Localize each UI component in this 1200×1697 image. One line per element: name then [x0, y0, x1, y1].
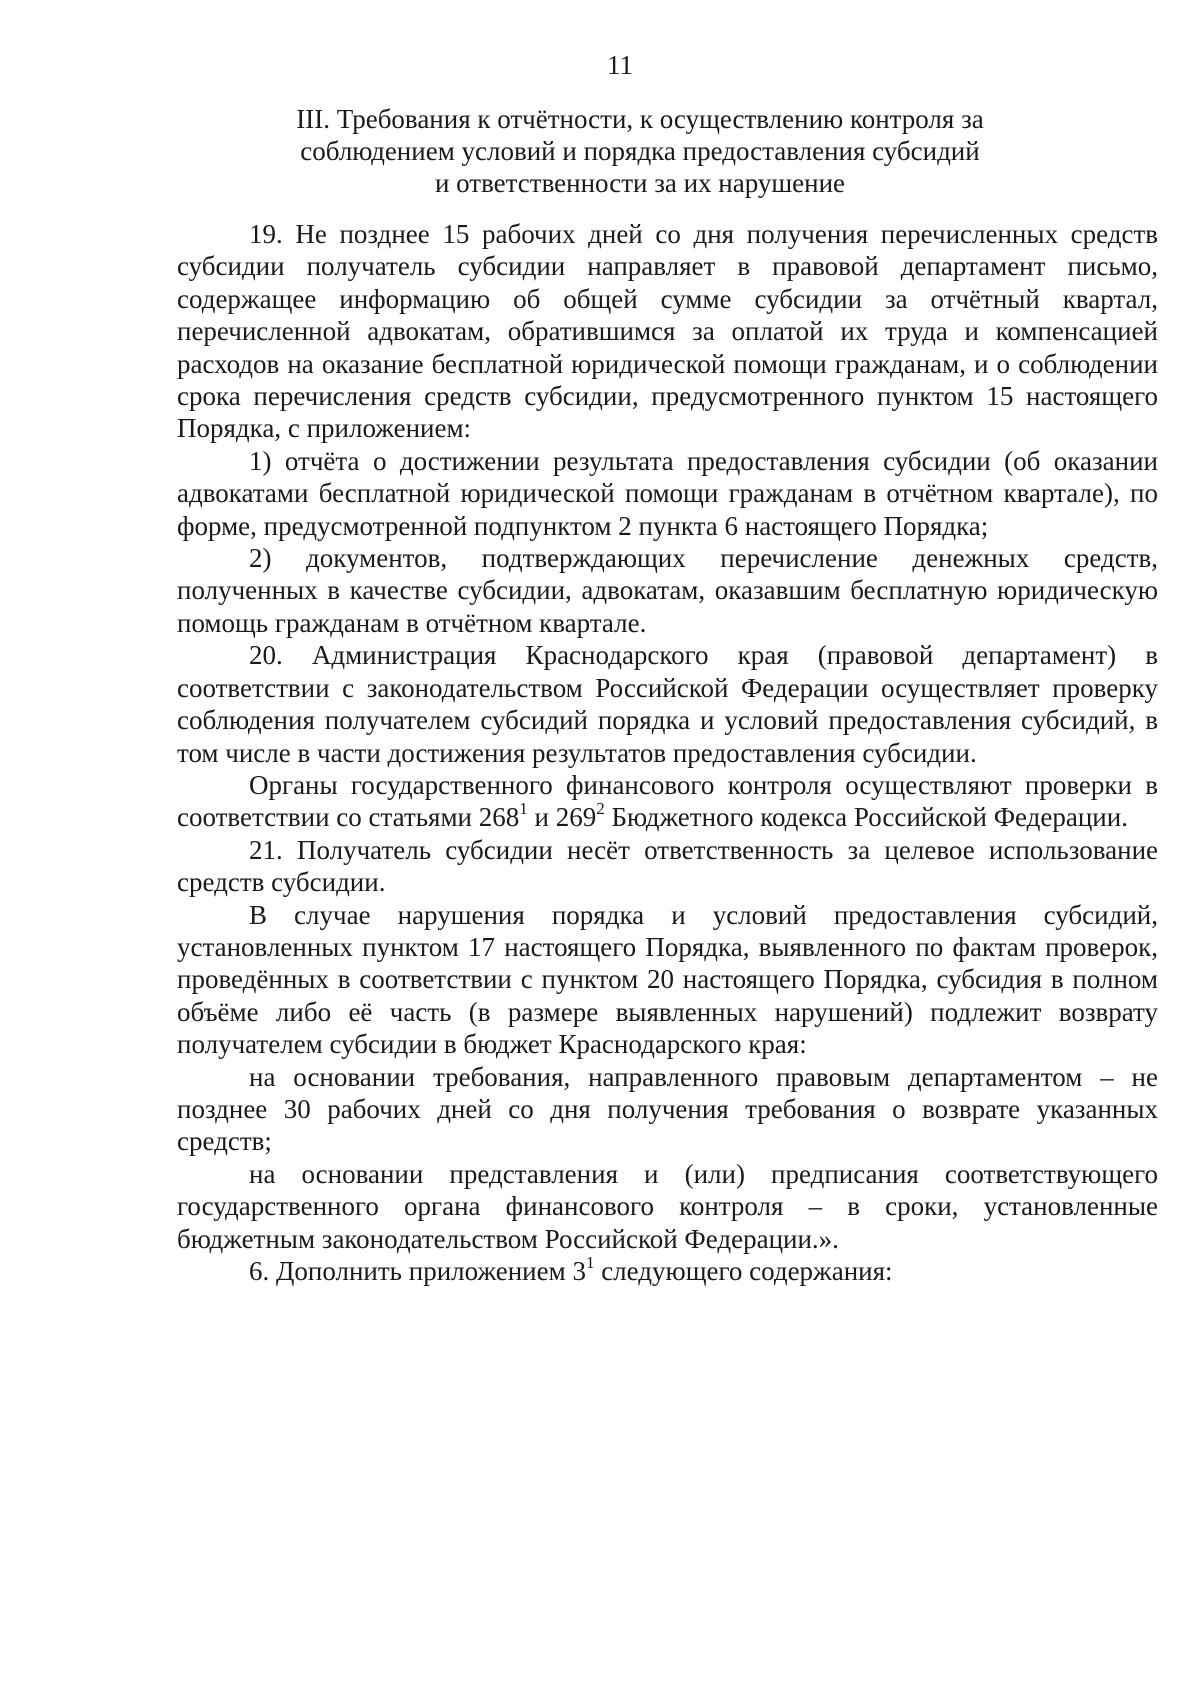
superscript: 1 [585, 1253, 595, 1272]
text-fragment: Бюджетного кодекса Российской Федерации. [604, 802, 1128, 833]
text-fragment: следующего содержания: [594, 1256, 893, 1286]
section-title-line: III. Требования к отчётности, к осуществлению контроля за [296, 104, 984, 134]
page-number: 11 [607, 50, 633, 80]
text-fragment: и 269 [527, 802, 597, 833]
paragraph-20-financial-control [177, 769, 1158, 834]
paragraph-19-item-2: 2) документов, подтверждающих перечисление денежных средств, полученных в качестве субсидии, адвокатам, оказавшим бесплатную юридическую помощь гражданам в отчётном квартале. [177, 543, 1158, 638]
section-title-line: соблюдением условий и порядка предоставления субсидий [300, 136, 980, 166]
text-fragment: Органы государственного финансового контроля осуществляют проверки в соответствии со статьями 268 [177, 769, 1158, 833]
section-title-line: и ответственности за их нарушение [434, 168, 846, 198]
text-fragment: 6. Дополнить приложением 3 [249, 1256, 586, 1286]
paragraph-19: 19. Не позднее 15 рабочих дней со дня получения перечисленных средств субсидии получатель субсидии направляет в правовой департамент письмо, содержащее информацию об общей сумме субсидии за отчётный квартал, перечисленной адвокатам, обратившимся за оплатой их труда и компенсацией расходов на оказание бесплатной юридической помощи гражданам, и о соблюдении срока перечисления средств субсидии, предусмотренного пунктом 15 настоящего Порядка, с приложением: [177, 219, 1158, 444]
paragraph-21-requirement: на основании требования, направленного правовым департаментом – не позднее 30 рабочих дней со дня получения требования о возврате указанных средств; [177, 1061, 1158, 1157]
paragraph-21: 21. Получатель субсидии несёт ответственность за целевое использование средств субсидии. [177, 834, 1158, 898]
paragraph-6-amendment [177, 1255, 1158, 1287]
section-title [250, 103, 1030, 199]
superscript: 2 [596, 799, 605, 819]
superscript: 1 [519, 799, 528, 819]
paragraph-21-violation: В случае нарушения порядка и условий предоставления субсидий, установленных пунктом 17 настоящего Порядка, выявленного по фактам проверок, проведённых в соответствии с пунктом 20 настоящего Порядка, субсидия в полном объёме либо её часть (в размере выявленных нарушений) подлежит возврату получателем субсидии в бюджет Краснодарского края: [177, 899, 1158, 1060]
paragraph-21-prescription: на основании представления и (или) предписания соответствующего государственного органа финансового контроля – в сроки, установленные бюджетным законодательством Российской Федерации.». [177, 1158, 1158, 1254]
paragraph-20: 20. Администрация Краснодарского края (правовой департамент) в соответствии с законодательством Российской Федерации осуществляет проверку соблюдения получателем субсидий порядка и условий предоставления субсидий, в том числе в части достижения результатов предоставления субсидии. [177, 640, 1158, 768]
document-body [177, 218, 1158, 1287]
paragraph-19-item-1: 1) отчёта о достижении результата предоставления субсидии (об оказании адвокатами бесплатной юридической помощи гражданам в отчётном квартале), по форме, предусмотренной подпунктом 2 пункта 6 настоящего Порядка; [177, 445, 1158, 541]
